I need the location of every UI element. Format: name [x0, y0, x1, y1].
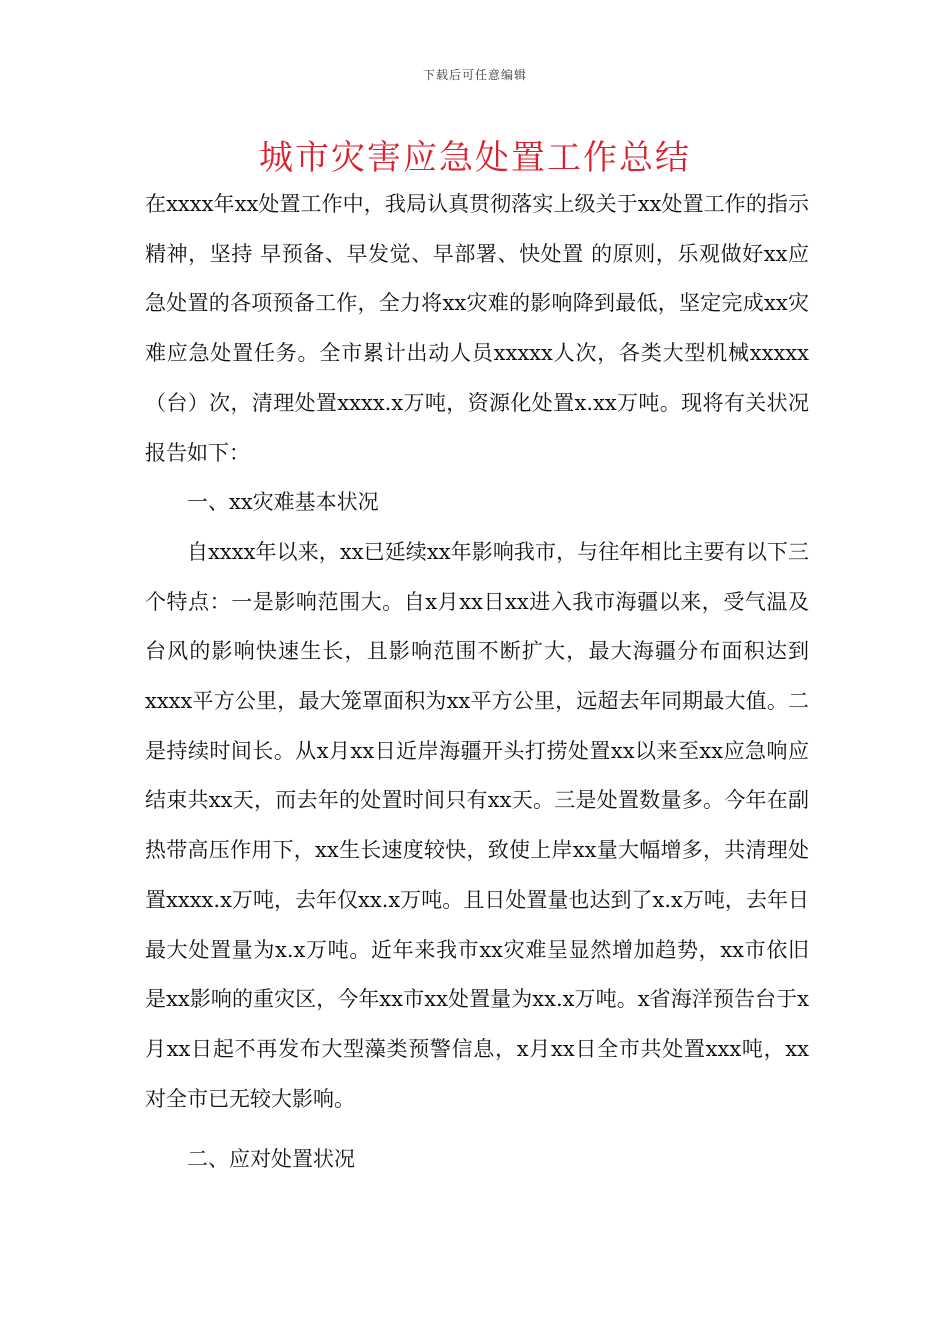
page-header-note: 下载后可任意编辑 [422, 68, 527, 82]
document-body [145, 180, 809, 1185]
section-heading-1: 一、xx灾难基本状况 [187, 490, 379, 515]
section-1-paragraph: 自xxxx年以来，xx已延续xx年影响我市，与往年相比主要有以下三个特点：一是影响范围大。自x月xx日xx进入我市海疆以来，受气温及台风的影响快速生长，且影响范围不断扩大，最大海疆分布面积达到xxxx平方公里，最大笼罩面积为xx平方公里，远超去年同期最大值。二是持续时间长。从x月xx日近岸海疆开头打捞处置xx以来至xx应急响应结束共xx天，而去年的处置时间只有xx天。三是处置数量多。今年在副热带高压作用下，xx生长速度较快，致使上岸xx量大幅增多，共清理处置xxxx.x万吨，去年仅xx.x万吨。且日处置量也达到了x.x万吨，去年日最大处置量为x.x万吨。近年来我市xx灾难呈显然增加趋势，xx市依旧是xx影响的重灾区，今年xx市xx处置量为xx.x万吨。x省海洋预告台于x月xx日起不再发布大型藻类预警信息，x月xx日全市共处置xxx吨，xx对全市已无较大影响。 [145, 539, 809, 1111]
intro-paragraph: 在xxxx年xx处置工作中，我局认真贯彻落实上级关于xx处置工作的指示精神，坚持 早预备、早发觉、早部署、快处置 的原则，乐观做好xx应急处置的各项预备工作，全力将xx灾难的影响降到最低，坚定完成xx灾难应急处置任务。全市累计出动人员xxxxx人次，各类大型机械xxxxx（台）次，清理处置xxxx.x万吨，资源化处置x.xx万吨。现将有关状况报告如下： [145, 192, 809, 465]
document-title: 城市灾害应急处置工作总结 [259, 138, 691, 178]
section-heading-2: 二、应对处置状况 [187, 1147, 355, 1172]
